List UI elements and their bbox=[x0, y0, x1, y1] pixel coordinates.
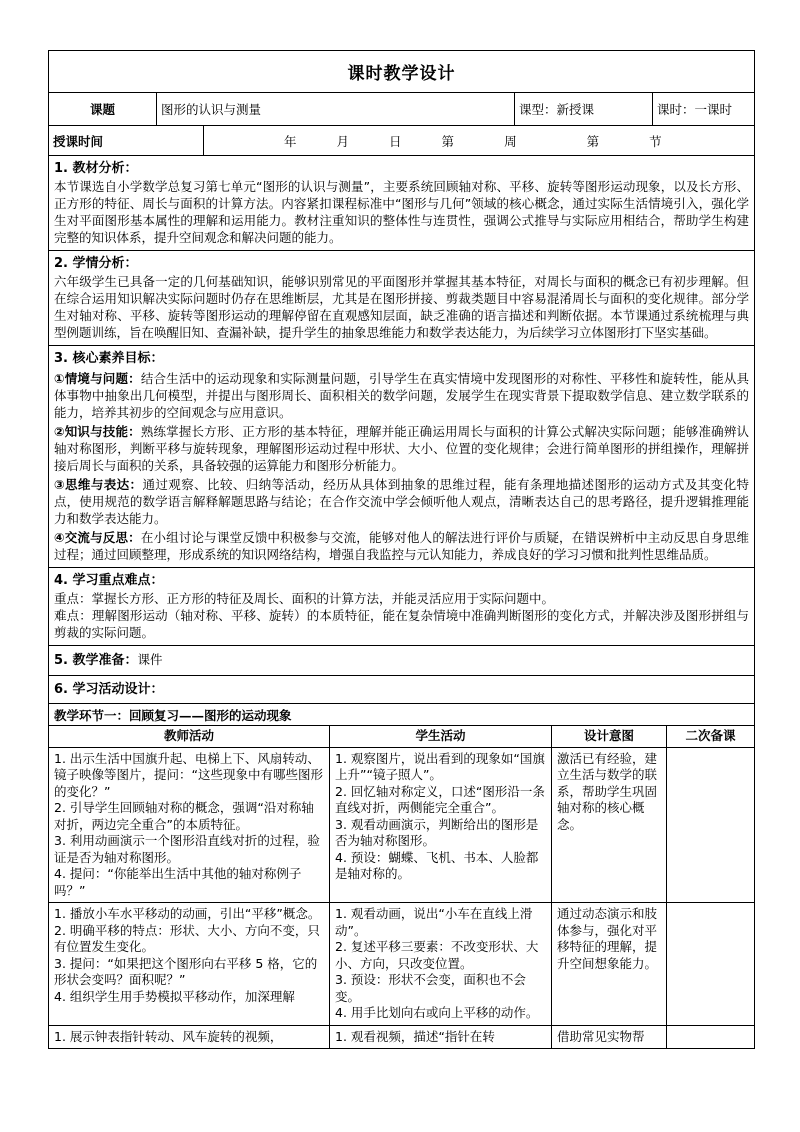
info-row bbox=[49, 93, 754, 126]
month-label: 月 bbox=[336, 133, 350, 149]
preparation-heading: 5. 教学准备： bbox=[54, 653, 138, 668]
lesson-type: 课型：新授课 bbox=[515, 93, 653, 125]
time-fields bbox=[204, 126, 754, 155]
teacher-step: 2. 明确平移的特点：形状、大小、方向不变，只有位置发生变化。 bbox=[54, 922, 320, 954]
design-intent: 通过动态演示和肢体参与，强化对平移特征的理解，提升空间想象能力。 bbox=[552, 903, 667, 1025]
difficult-point-text: 难点：理解图形运动（轴对称、平移、旋转）的本质特征，能在复杂情境中准确判断图形的变化方式，并解决涉及图形拼组与剪裁的实际问题。 bbox=[54, 608, 749, 640]
key-point-text: 重点：掌握长方形、正方形的特征及周长、面积的计算方法，并能灵活应用于实际问题中。 bbox=[54, 591, 555, 606]
student-activity bbox=[330, 1026, 552, 1049]
student-step: 1. 观看视频，描述“指针在转 bbox=[335, 1028, 495, 1044]
learner-analysis-section bbox=[49, 251, 754, 346]
header-student: 学生活动 bbox=[330, 726, 552, 747]
goal-item bbox=[54, 476, 749, 527]
section-prefix: 第 bbox=[586, 133, 600, 149]
material-analysis-heading: 1. 教材分析： bbox=[54, 161, 138, 176]
table-row bbox=[49, 1026, 754, 1050]
title-row bbox=[49, 51, 754, 93]
student-step: 1. 观看动画，说出“小车在直线上滑动”。 bbox=[335, 906, 533, 938]
teacher-step: 4. 提问：“你能举出生活中其他的轴对称例子吗？” bbox=[54, 866, 302, 898]
goal-item bbox=[54, 529, 749, 563]
goal-label: ①情境与问题： bbox=[54, 371, 141, 386]
segment-title: 教学环节一：回顾复习——图形的运动现象 bbox=[49, 704, 754, 726]
activity-table-header bbox=[49, 726, 754, 748]
time-label: 授课时间 bbox=[49, 126, 204, 155]
learner-analysis-text: 六年级学生已具备一定的几何基础知识，能够识别常见的平面图形并掌握其基本特征，对周长与面积的概念已有初步理解。但在综合运用知识解决实际问题时仍存在思维断层，尤其是在图形拼接、剪裁类题目中容易混淆周长与面积的变化规律。部分学生对轴对称、平移、旋转等图形运动的理解停留在直观感知层面，缺乏准确的语言描述和判断依据。本节课通过系统梳理与典型例题训练，旨在唤醒旧知、查漏补缺，提升学生的抽象思维能力和数学表达能力，为后续学习立体图形打下坚实基础。 bbox=[54, 274, 749, 340]
material-analysis-text: 本节课选自小学数学总复习第七单元“图形的认识与测量”，主要系统回顾轴对称、平移、旋转等图形运动现象，以及长方形、正方形的特征、周长与面积的计算方法。内容紧扣课程标准中“图形与几何”领域的核心概念，通过实际生活情境引入，强化学生对平面图形基本属性的理解和运用能力。教材注重知识的整体性与连贯性，强调公式推导与实际应用相结合，帮助学生构建完整的知识体系，提升空间观念和解决问题的能力。 bbox=[54, 179, 749, 245]
preparation-text: 课件 bbox=[137, 652, 163, 667]
teacher-step: 2. 引导学生回顾轴对称的概念，强调“沿对称轴对折，两边完全重合”的本质特征。 bbox=[54, 800, 314, 832]
teacher-activity bbox=[49, 1026, 330, 1049]
teacher-step: 1. 展示钟表指针转动、风车旋转的视频， bbox=[54, 1028, 283, 1044]
week-prefix: 第 bbox=[441, 133, 455, 149]
teacher-step: 1. 出示生活中国旗升起、电梯上下、风扇转动、镜子映像等图片，提问：“这些现象中有哪些图形的变化？” bbox=[54, 750, 323, 799]
student-step: 2. 复述平移三要素：不改变形状、大小、方向，只改变位置。 bbox=[335, 939, 539, 971]
student-step: 3. 预设：形状不会变，面积也不会变。 bbox=[335, 972, 526, 1004]
table-row bbox=[49, 903, 754, 1026]
second-prep bbox=[667, 1026, 754, 1049]
student-step: 4. 预设：蝴蝶、飞机、书本、人脸都是轴对称的。 bbox=[335, 849, 539, 881]
teacher-step: 3. 提问：“如果把这个图形向右平移 5 格，它的形状会变吗？面积呢？” bbox=[54, 955, 318, 987]
teacher-step: 3. 利用动画演示一个图形沿直线对折的过程，验证是否为轴对称图形。 bbox=[54, 833, 320, 865]
student-step: 2. 回忆轴对称定义，口述“图形沿一条直线对折，两侧能完全重合”。 bbox=[335, 783, 545, 815]
section-label: 节 bbox=[649, 133, 662, 149]
header-note: 二次备课 bbox=[685, 728, 736, 743]
goal-text: 结合生活中的运动现象和实际测量问题，引导学生在真实情境中发现图形的对称性、平移性和旋转性，能从具体事物中抽象出几何模型，并提出与图形周长、面积相关的数学问题，发展学生在现实背景下提取数学信息、建立数学联系的能力，培养其初步的空间观念与应用意识。 bbox=[54, 371, 749, 420]
core-goals-section bbox=[49, 346, 754, 568]
key-points-section bbox=[49, 568, 754, 646]
goal-label: ③思维与表达： bbox=[54, 477, 143, 492]
student-activity bbox=[330, 903, 552, 1025]
table-row bbox=[49, 748, 754, 904]
teacher-step: 1. 播放小车水平移动的动画，引出“平移”概念。 bbox=[54, 906, 321, 921]
year-label: 年 bbox=[284, 133, 297, 149]
header-teacher: 教师活动 bbox=[49, 726, 330, 747]
week-label: 周 bbox=[504, 133, 517, 149]
goal-item bbox=[54, 370, 749, 421]
topic-label: 课题 bbox=[49, 93, 157, 125]
lesson-plan-table bbox=[48, 50, 755, 1049]
lesson-hours: 课时：一课时 bbox=[657, 102, 733, 117]
goal-item bbox=[54, 423, 749, 474]
second-prep bbox=[667, 748, 754, 903]
student-activity bbox=[330, 748, 552, 903]
material-analysis-section bbox=[49, 156, 754, 251]
key-points-heading: 4. 学习重点难点： bbox=[54, 573, 164, 588]
topic-value: 图形的认识与测量 bbox=[157, 93, 515, 125]
design-intent: 借助常见实物帮 bbox=[552, 1026, 667, 1049]
design-intent: 激活已有经验，建立生活与数学的联系，帮助学生巩固轴对称的核心概念。 bbox=[552, 748, 667, 903]
page-title: 课时教学设计 bbox=[347, 64, 456, 84]
student-step: 1. 观察图片，说出看到的现象如“国旗上升”“镜子照人”。 bbox=[335, 750, 545, 782]
teacher-activity bbox=[49, 903, 330, 1025]
teacher-step: 4. 组织学生用手势模拟平移动作，加深理解 bbox=[54, 988, 295, 1004]
second-prep bbox=[667, 903, 754, 1025]
activity-design-section bbox=[49, 676, 754, 704]
time-row bbox=[49, 126, 754, 156]
core-goals-heading: 3. 核心素养目标： bbox=[54, 351, 164, 366]
goal-text: 熟练掌握长方形、正方形的基本特征，理解并能正确运用周长与面积的计算公式解决实际问题；能够准确辨认轴对称图形，判断平移与旋转现象，理解图形运动过程中形状、大小、位置的变化规律；会进行简单图形的拼组操作，理解拼接后周长与面积的关系，具备较强的运算能力和图形分析能力。 bbox=[54, 424, 749, 473]
preparation-section bbox=[49, 646, 754, 676]
header-intent: 设计意图 bbox=[552, 726, 667, 747]
goal-text: 在小组讨论与课堂反馈中积极参与交流，能够对他人的解法进行评价与质疑，在错误辨析中主动反思自身思维过程；通过回顾整理，形成系统的知识网络结构，增强自我监控与元认知能力，养成良好的学习习惯和批判性思维品质。 bbox=[54, 530, 749, 562]
goal-label: ②知识与技能： bbox=[54, 424, 141, 439]
goal-label: ④交流与反思： bbox=[54, 530, 141, 545]
learner-analysis-heading: 2. 学情分析： bbox=[54, 256, 138, 271]
goal-text: 通过观察、比较、归纳等活动，经历从具体到抽象的思维过程，能有条理地描述图形的运动方式及其变化特点，使用规范的数学语言解释解题思路与结论；在合作交流中学会倾听他人观点，清晰表达自己的思考路径，提升逻辑推理能力和数学表达能力。 bbox=[54, 477, 749, 526]
student-step: 4. 用手比划向右或向上平移的动作。 bbox=[335, 1005, 539, 1020]
activity-design-heading: 6. 学习活动设计： bbox=[54, 682, 164, 697]
student-step: 3. 观看动画演示，判断给出的图形是否为轴对称图形。 bbox=[335, 816, 539, 848]
teacher-activity bbox=[49, 748, 330, 903]
day-label: 日 bbox=[389, 133, 402, 149]
